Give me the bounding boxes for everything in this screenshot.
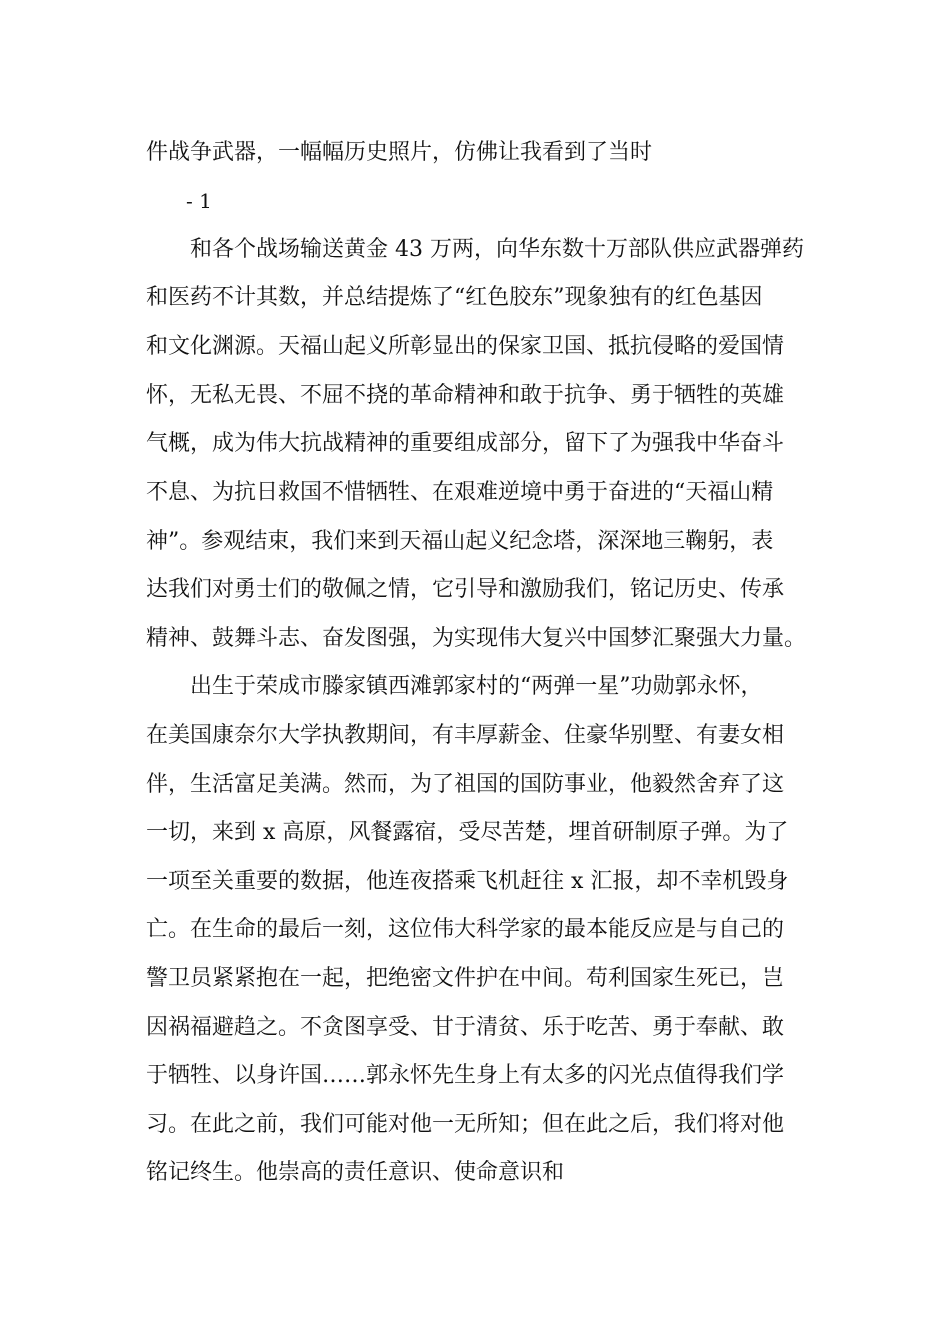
text-line: 达我们对勇士们的敬佩之情，它引导和激励我们，铭记历史、传承 [146, 577, 785, 602]
text-line: 于牺牲、以身许国……郭永怀先生身上有太多的闪光点值得我们学 [146, 1063, 785, 1088]
text-line: 和医药不计其数，并总结提炼了“红色胶东”现象独有的红色基因 [146, 285, 763, 310]
text-line: 一项至关重要的数据，他连夜搭乘飞机赶往 x 汇报，却不幸机毁身 [146, 869, 789, 894]
paragraph-first-line: 出生于荣成市滕家镇西滩郭家村的“两弹一星”功勋郭永怀， [190, 674, 763, 699]
text-line: 习。在此之前，我们可能对他一无所知；但在此之后，我们将对他 [146, 1112, 785, 1137]
text-line: 和文化渊源。天福山起义所彰显出的保家卫国、抵抗侵略的爱国情 [146, 334, 785, 359]
text-line: 因祸福避趋之。不贪图享受、甘于清贫、乐于吃苦、勇于奉献、敢 [146, 1015, 785, 1040]
page-number: - 1 [186, 189, 212, 213]
text-line: 气概，成为伟大抗战精神的重要组成部分，留下了为强我中华奋斗 [146, 431, 785, 456]
paragraph-first-line: 和各个战场输送黄金 43 万两，向华东数十万部队供应武器弹药 [190, 237, 804, 262]
text-line: 伴，生活富足美满。然而，为了祖国的国防事业，他毅然舍弃了这 [146, 772, 785, 797]
text-line: 亡。在生命的最后一刻，这位伟大科学家的最本能反应是与自己的 [146, 917, 785, 942]
text-line: 怀，无私无畏、不屈不挠的革命精神和敢于抗争、勇于牺牲的英雄 [146, 383, 785, 408]
text-line: 不息、为抗日救国不惜牺牲、在艰难逆境中勇于奋进的“天福山精 [146, 480, 774, 505]
text-line: 警卫员紧紧抱在一起，把绝密文件护在中间。苟利国家生死已，岂 [146, 966, 785, 991]
text-line: 在美国康奈尔大学执教期间，有丰厚薪金、住豪华别墅、有妻女相 [146, 723, 785, 748]
text-line: 神”。参观结束，我们来到天福山起义纪念塔，深深地三鞠躬，表 [146, 529, 774, 554]
text-line: 一切，来到 x 高原，风餐露宿，受尽苦楚，埋首研制原子弹。为了 [146, 820, 789, 845]
text-line: 铭记终生。他崇高的责任意识、使命意识和 [146, 1160, 565, 1185]
text-line: 精神、鼓舞斗志、奋发图强，为实现伟大复兴中国梦汇聚强大力量。 [146, 626, 807, 651]
text-line: 件战争武器，一幅幅历史照片，仿佛让我看到了当时 [146, 140, 653, 165]
